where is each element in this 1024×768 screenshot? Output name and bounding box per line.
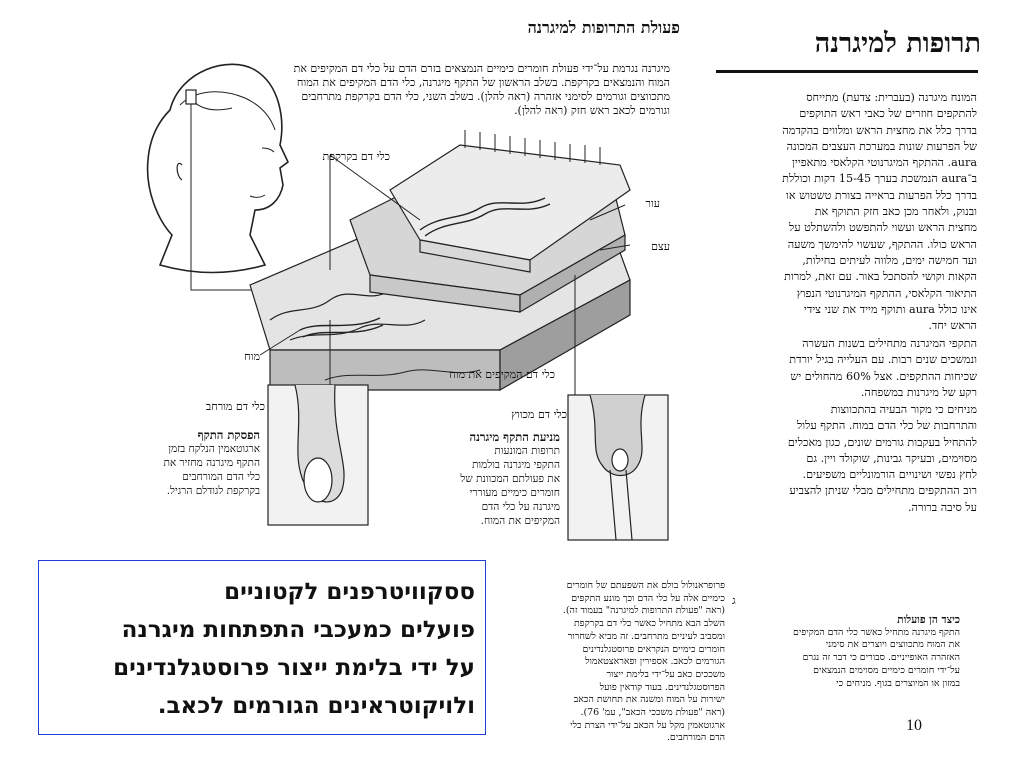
figure-intro-text: מיגרנה נגרמת על־ידי פעולת חומרים כימיים הנמצאים בזרם הדם על כלי דם המקיפים את המוח והנמצאים בקרקפת. בשלב הראשון של התקף מיגרנה, כלי הדם המקיפים את המוח מתכווצים וגורמים לסימני אזהרה (ראה להלן). בשלב השני, כלי הדם בקרקפת מתרחבים וגורמים לכאב ראש חזק (ראה להלן). bbox=[293, 62, 670, 117]
summary-callout-text bbox=[47, 573, 475, 725]
callout-line: פועלים כמעכבי התפתחות מיגרנה bbox=[121, 617, 475, 643]
text-line: והתרחבות של כלי הדם במוח. התקף עלול bbox=[797, 419, 977, 433]
stop-attack-line: ארגוטאמין הנלקח בזמן bbox=[168, 443, 260, 455]
prevent-attack-title: מניעת התקף מיגרנה bbox=[469, 430, 560, 444]
prevent-attack-line: תרופות המונעות bbox=[494, 445, 560, 457]
text-line: השלב הבא מתחיל כאשר כלי דם בקרקפת bbox=[573, 618, 725, 630]
prevent-attack-line: מיגרנה על כלי הדם bbox=[481, 501, 560, 513]
figure-title: פעולת התרופות למיגרנה bbox=[527, 18, 680, 37]
stop-attack-line: בקרקפת לגודלם הרגיל. bbox=[166, 485, 260, 497]
text-line: הראש יחד. bbox=[928, 319, 977, 333]
prevent-attack-line: את פעולתם המכוונת של bbox=[460, 473, 560, 485]
label-skin: עור bbox=[645, 197, 660, 210]
text-line: שכיחות ההתקפים. אצל 60% מהחולים יש bbox=[790, 369, 977, 383]
how-they-work-title: כיצד הן פועלות bbox=[897, 614, 960, 626]
text-line: במזון או המיוצרים בגוף. מניחים כי bbox=[836, 677, 960, 689]
label-scalp-vessel: כלי דם בקרקפת bbox=[322, 150, 390, 163]
text-line: פרופראנולול בולם את השפעתם של חומרים bbox=[566, 580, 725, 591]
text-line: בדרך כלל הפרעות בראייה בצורת טשטוש או bbox=[786, 188, 977, 202]
side-page-title: תרופות למיגרנה bbox=[814, 28, 981, 59]
label-bone: עצם bbox=[651, 240, 670, 253]
callout-line: ססקוויטרפנים לקטוניים bbox=[224, 579, 475, 605]
stop-attack-title: הפסקת התקף bbox=[197, 428, 260, 442]
text-line: הפרוסטגלנדינים. בעוד קודאין פועל bbox=[599, 681, 725, 693]
text-line: כימיים אלה על כלי הדם וכך מונע התקפים bbox=[571, 592, 725, 604]
stop-attack-line: התקף מיגרנה מחזיר את bbox=[163, 457, 260, 469]
text-line: התקפי המיגרנה מתחילים בשנות העשרה bbox=[802, 337, 977, 350]
constricted-vessel-inset bbox=[568, 395, 668, 540]
text-line: בדרך כלל את מחצית הראש ומלווים בהקדמה bbox=[782, 123, 977, 137]
text-line: מניחים כי מקור הבעיה בהתכווצות bbox=[830, 403, 977, 416]
text-line: רקע של מיגרנות במשפחה. bbox=[860, 385, 977, 399]
stop-attack-line: כלי הדם המורחבים bbox=[182, 471, 260, 483]
text-line: התיאור הקלאסי, ההתקף המיגרנוטי הנפוץ bbox=[796, 286, 977, 300]
how-they-work-snippet bbox=[742, 614, 960, 690]
text-line: ב־aura הנמשכת בערך 15-45 דקות וכוללת bbox=[782, 172, 977, 186]
text-line: של הפרעות שונות במערכת העצבים המכונה bbox=[786, 139, 977, 153]
text-line: ישירות על המוח ומשנה את תחושת הכאב bbox=[573, 694, 725, 706]
label-brain-vessels: כלי דם המקיפים את מוח bbox=[449, 368, 555, 381]
text-line: הדם המורחבים. bbox=[666, 732, 725, 744]
label-brain: מוח bbox=[244, 350, 260, 363]
text-line: לחץ נפשי ושינויים הורמונליים משפיעים. bbox=[802, 468, 977, 482]
title-underline bbox=[716, 70, 978, 73]
side-paragraph-3 bbox=[712, 402, 977, 516]
side-paragraph-1 bbox=[712, 90, 977, 334]
side-paragraph-2 bbox=[712, 336, 977, 401]
text-line: משככים כאב על־ידי בלימת ייצור bbox=[606, 668, 725, 680]
text-line: את המוח מתכווצים ויוצרים את סימני bbox=[825, 639, 960, 651]
text-line: הקאות וקושי להסתכל באור. עם זאת, למרות bbox=[784, 270, 977, 284]
prevent-attack-caption bbox=[400, 430, 560, 528]
text-line: aura. ההתקף המיגרנוטי הקלאסי מתאפיין bbox=[792, 156, 977, 170]
text-line: חומרים כימיים הנקראים פרוסטגלנדינים bbox=[582, 643, 725, 655]
prevent-attack-line: התקפי מיגרנה בולמות bbox=[471, 459, 560, 471]
text-line: ומסביב לעיניים מתרחבים. זה מביא לשחרור bbox=[567, 630, 725, 642]
text-line: הראש כולו. ההתקף, שעשוי להימשך משעה bbox=[787, 237, 977, 251]
stop-attack-caption bbox=[120, 428, 260, 498]
callout-line: על ידי בלימת ייצור פרוסטגלנדינים bbox=[113, 655, 475, 681]
page-number: 10 bbox=[906, 717, 922, 734]
summary-callout-box bbox=[38, 560, 486, 735]
snippet-marker: ג bbox=[732, 594, 736, 607]
text-line: ארגוטאמין מקל על הכאב על־ידי הצרת כלי bbox=[570, 719, 725, 731]
text-line: מסוימים, ובעיקר גבינות, שוקולד ויין. גם bbox=[806, 451, 977, 465]
text-line: על־ידי חומרים כימיים מסוימים הנמצאים bbox=[813, 664, 960, 676]
label-dilated-vessel: כלי דם מורחב bbox=[205, 400, 265, 413]
prevent-attack-line: המקיפים את המוח. bbox=[480, 515, 560, 527]
propranolol-text-snippet bbox=[505, 580, 725, 745]
text-line: התקף מיגרנה מתחיל כאשר כלי הדם המקיפים bbox=[793, 626, 960, 638]
text-line: האזהרה האופייניים. סבורים כי דבר זה נגרם bbox=[802, 652, 960, 664]
text-line: אינו כולל aura ותוקף מייד את שני צידי bbox=[803, 302, 977, 316]
text-line: להתחיל בעקבות גורמים שונים, כגון מאכלים bbox=[787, 435, 977, 449]
text-line: ועד חמישה ימים, מלווה לעיתים בחילות, bbox=[802, 253, 977, 267]
label-constricted-vessel: כלי דם מכווץ bbox=[511, 408, 567, 421]
text-line: על סיבה ברורה. bbox=[907, 500, 977, 514]
callout-line: ולויקוטראינים הגורמים לכאב. bbox=[157, 693, 475, 719]
text-line: רוב ההתקפים מתחילים מבלי שניתן להצביע bbox=[789, 484, 977, 498]
head-profile-drawing bbox=[148, 64, 288, 272]
text-line: הגורמים לכאב. אספירין ופאראצטאמול bbox=[585, 656, 725, 668]
prevent-attack-line: חומרים כימיים מעוררי bbox=[469, 487, 560, 499]
text-line: מחצית הראש ועשוי להתפשט ולהשתלט על bbox=[789, 221, 977, 235]
text-line: להתקפים חוזרים של כאבי ראש התוקפים bbox=[799, 107, 977, 121]
text-line: ונמשכים שנים רבות. עם העלייה בגיל יורדת bbox=[789, 353, 977, 367]
text-line: המונח מיגרנה (בעברית: צדעת) מתייחס bbox=[806, 91, 977, 104]
text-line: ובנוק, ולאחר מכן כאב חזק התוקף את bbox=[814, 205, 977, 219]
text-line: (ראה "פעולת משככי הכאב", עמ' 76). bbox=[580, 707, 725, 719]
dilated-vessel-inset bbox=[268, 385, 368, 525]
text-line: (ראה "פעולת התרופות למיגרנה" בעמוד זה). bbox=[562, 605, 725, 617]
